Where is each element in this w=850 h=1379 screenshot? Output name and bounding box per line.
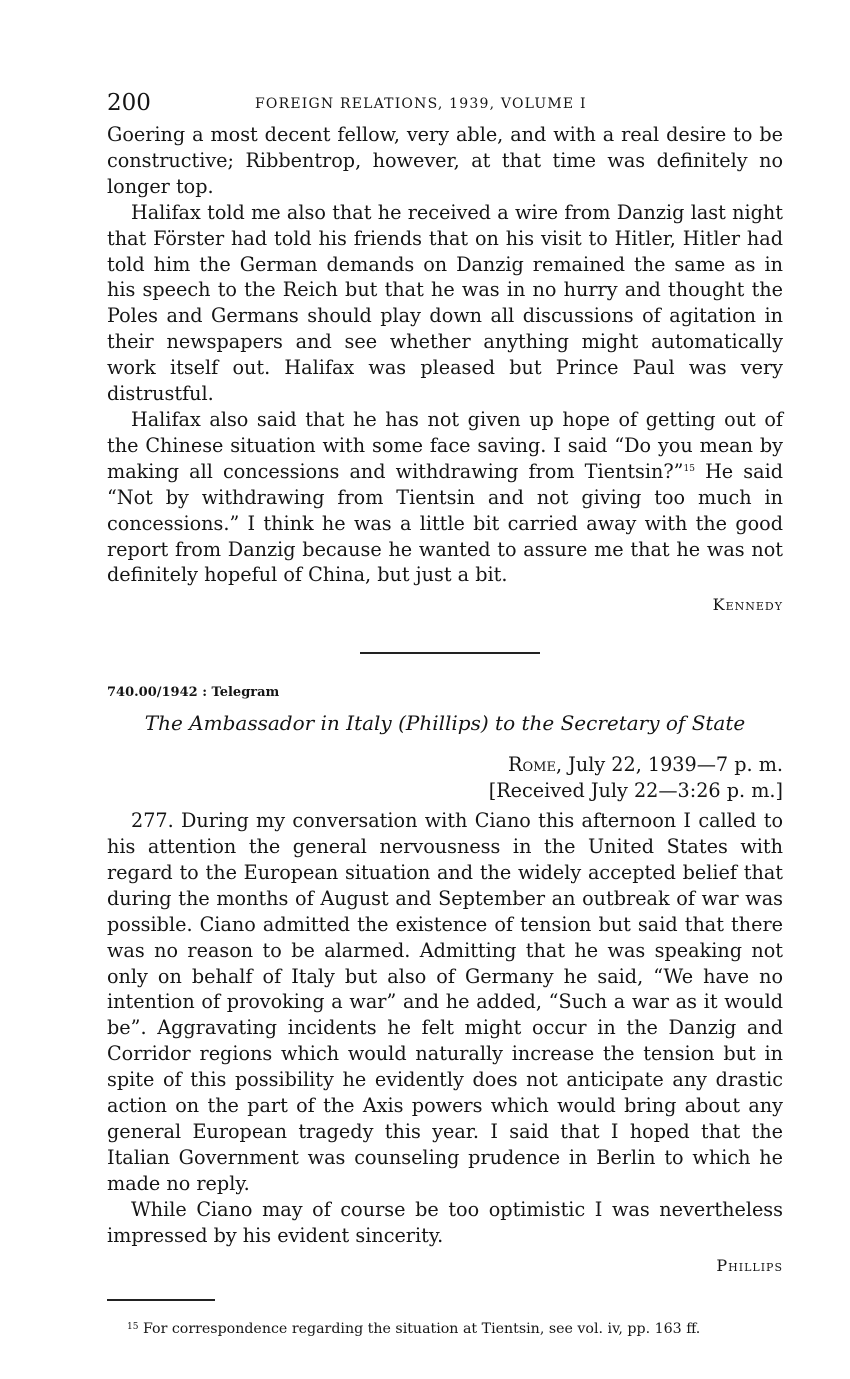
paragraph: 277. During my conversation with Ciano this afternoon I called to his attention the general nervousness in the United States with regard to the European situation and the widely accepted belief that during the months of August and September an outbreak of war was possible. Ciano admitted the existence of tension but said that there was no reason to be alarmed. Admitting that he was speaking not only on behalf of Italy but also of Germany he said, “We have no intention of provoking a war” and he added, “Such a war as it would be”. Aggravating incidents he felt might occur in the Danzig and Corridor regions which would naturally increase the tension but in spite of this possibility he evidently does not anticipate any drastic action on the part of the Axis powers which would bring about any general European tragedy this year. I said that I hoped that the Italian Government was counseling prudence in Berlin to which he made no reply. — [107, 809, 783, 1195]
footnote-text: For correspondence regarding the situation at Tientsin, see vol. iv, pp. 163 ff. — [138, 1320, 701, 1337]
dateline — [107, 752, 783, 778]
paragraph — [107, 407, 783, 588]
paragraph-text: Halifax also said that he has not given up hope of getting out of the Chinese situation with some face saving. I said “Do you mean by making all concessions and withdrawing from Tientsin?” — [107, 407, 783, 483]
paragraph: While Ciano may of course be too optimistic I was nevertheless impressed by his evident sincerity. — [107, 1197, 783, 1247]
running-head: FOREIGN RELATIONS, 1939, VOLUME I — [255, 96, 587, 112]
signature-phillips: Phillips — [716, 1255, 783, 1275]
file-reference: 740.00/1942 : Telegram — [107, 685, 280, 701]
section-divider — [360, 652, 540, 654]
footnote-reference[interactable]: 15 — [683, 463, 695, 474]
footnote-number: 15 — [127, 1321, 139, 1332]
signature-kennedy: Kennedy — [712, 595, 783, 615]
paragraph: Halifax told me also that he received a wire from Danzig last night that Förster had told his friends that on his visit to Hitler, Hitler had told him the German demands on Danzig remained the same as in his speech to the Reich but that he was in no hurry and thought the Poles and Germans should play down all discussions of agitation in their newspapers and see whether anything might automatically work itself out. Halifax was pleased but Prince Paul was very distrustful. — [107, 200, 783, 406]
dateline-date: , July 22, 1939—7 p. m. — [555, 753, 783, 777]
footnote — [107, 1319, 783, 1339]
received-line: [Received July 22—3:26 p. m.] — [488, 779, 783, 803]
footnote-divider — [107, 1299, 215, 1301]
document-page — [107, 86, 783, 1339]
document-phillips — [107, 684, 783, 1278]
paragraph: Goering a most decent fellow, very able, and with a real desire to be constructive; Ribbentrop, however, at that time was definitely no longer top. — [107, 123, 783, 198]
dateline-place: Rome — [508, 753, 556, 777]
document-title: The Ambassador in Italy (Phillips) to the Secretary of State — [144, 711, 746, 736]
page-number: 200 — [107, 90, 151, 116]
document-kennedy — [107, 122, 783, 618]
page-header — [107, 86, 783, 122]
paragraph-text: He said “Not by withdrawing from Tientsin and not giving too much in concessions.” I think he was a little bit carried away with the good report from Danzig because he wanted to assure me that he was not definitely hopeful of China, but just a bit. — [107, 459, 783, 587]
